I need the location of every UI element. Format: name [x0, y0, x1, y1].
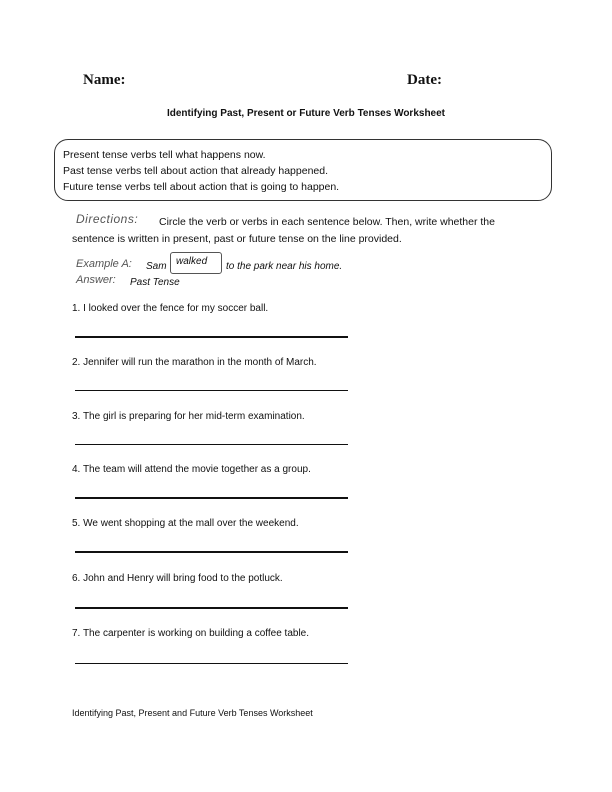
- answer-line-2[interactable]: [75, 390, 348, 391]
- example-verb-box: walked: [170, 252, 222, 274]
- question-1: 1. I looked over the fence for my soccer ball.: [72, 303, 269, 314]
- definitions-box: [54, 139, 552, 201]
- question-4: 4. The team will attend the movie together as a group.: [72, 464, 311, 475]
- directions-text-line2: sentence is written in present, past or future tense on the line provided.: [72, 233, 402, 245]
- answer-line-7[interactable]: [75, 663, 348, 664]
- answer-label: Answer:: [76, 274, 116, 286]
- example-label: Example A:: [76, 258, 132, 270]
- definition-past: Past tense verbs tell about action that already happened.: [63, 165, 329, 177]
- definition-future: Future tense verbs tell about action that is going to happen.: [63, 181, 340, 193]
- date-label: Date:: [407, 72, 442, 88]
- question-3: 3. The girl is preparing for her mid-term examination.: [72, 411, 305, 422]
- definition-present: Present tense verbs tell what happens now.: [63, 149, 266, 161]
- answer-line-1[interactable]: [75, 336, 348, 338]
- directions-label: Directions:: [76, 212, 139, 226]
- answer-line-5[interactable]: [75, 551, 348, 553]
- question-5: 5. We went shopping at the mall over the weekend.: [72, 518, 299, 529]
- worksheet-title: Identifying Past, Present or Future Verb Tenses Worksheet: [166, 108, 446, 119]
- example-before: Sam: [146, 261, 167, 272]
- question-2: 2. Jennifer will run the marathon in the month of March.: [72, 357, 317, 368]
- question-6: 6. John and Henry will bring food to the potluck.: [72, 573, 283, 584]
- answer-line-3[interactable]: [75, 444, 348, 445]
- footer-text: Identifying Past, Present and Future Verb Tenses Worksheet: [72, 708, 313, 718]
- question-7: 7. The carpenter is working on building a coffee table.: [72, 628, 310, 639]
- example-after: to the park near his home.: [226, 261, 343, 272]
- directions-text-line1: Circle the verb or verbs in each sentence below. Then, write whether the: [159, 216, 495, 228]
- example-answer: Past Tense: [130, 277, 180, 288]
- name-label: Name:: [83, 72, 126, 88]
- answer-line-4[interactable]: [75, 497, 348, 499]
- answer-line-6[interactable]: [75, 607, 348, 609]
